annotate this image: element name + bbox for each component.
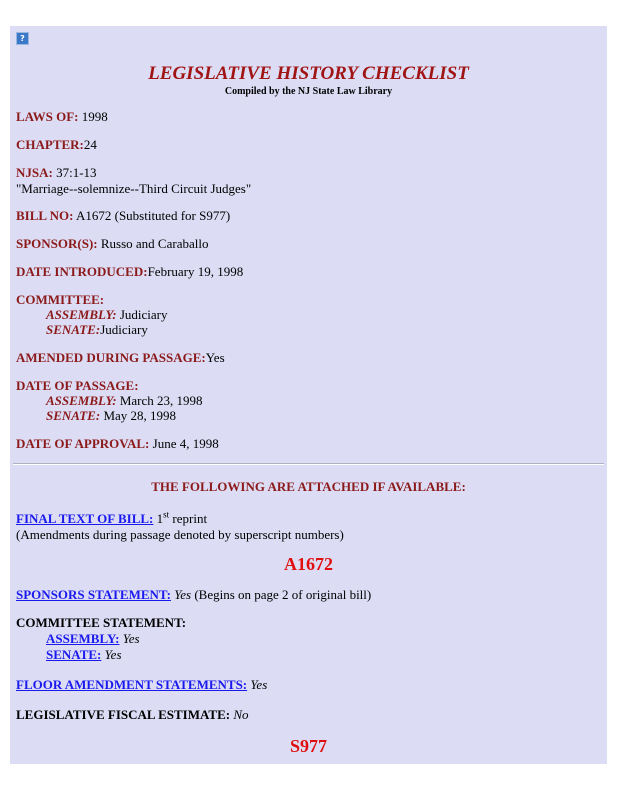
section-divider: [13, 463, 604, 465]
laws-of-row: [16, 109, 108, 125]
fiscal-estimate-row: [16, 707, 249, 723]
amended-label: AMENDED DURING PASSAGE:: [16, 350, 206, 365]
date-of-approval-value: June 4, 1998: [149, 436, 219, 451]
njsa-row: [16, 165, 251, 197]
committee-row: [16, 292, 104, 308]
document-panel: [10, 26, 607, 764]
floor-amendment-row: [16, 677, 267, 693]
final-text-ordinal: st: [163, 509, 170, 520]
committee-assembly-value: Judiciary: [116, 307, 168, 322]
committee-statement-assembly-value: Yes: [122, 631, 140, 646]
sponsors-label: SPONSOR(S):: [16, 236, 98, 251]
bill-a1672-heading: A1672: [284, 554, 333, 574]
passage-assembly-value: March 23, 1998: [116, 393, 203, 408]
date-of-approval-label: DATE OF APPROVAL:: [16, 436, 150, 451]
committee-statement-row: [16, 615, 186, 631]
floor-amendment-value: Yes: [250, 677, 268, 692]
final-text-suffix: reprint: [169, 511, 208, 526]
fiscal-estimate-value: No: [233, 707, 249, 722]
committee-assembly-label: ASSEMBLY:: [46, 307, 117, 322]
date-of-approval-row: [16, 436, 219, 452]
committee-senate-row: [46, 322, 148, 338]
final-text-number: 1: [153, 511, 164, 526]
final-text-row: [16, 511, 344, 543]
committee-statement-senate-row: [46, 647, 122, 663]
final-text-value: [153, 511, 207, 526]
chapter-value: 24: [83, 137, 97, 152]
chapter-row: [16, 137, 97, 153]
date-of-passage-label: DATE OF PASSAGE:: [16, 378, 139, 393]
committee-statement-assembly-row: [46, 631, 140, 647]
njsa-description: "Marriage--solemnize--Third Circuit Judges": [16, 181, 252, 196]
date-of-passage-row: [16, 378, 139, 394]
sponsors-row: [16, 236, 208, 252]
final-text-note: (Amendments during passage denoted by superscript numbers): [16, 527, 344, 542]
bill-no-value: A1672 (Substituted for S977): [73, 208, 231, 223]
final-text-link[interactable]: FINAL TEXT OF BILL:: [16, 511, 154, 526]
sponsors-statement-note: (Begins on page 2 of original bill): [191, 587, 372, 602]
chapter-label: CHAPTER:: [16, 137, 84, 152]
njsa-value: 37:1-13: [52, 165, 97, 180]
page-subtitle: Compiled by the NJ State Law Library: [224, 86, 393, 97]
committee-statement-senate-value: Yes: [104, 647, 122, 662]
fiscal-estimate-label: LEGISLATIVE FISCAL ESTIMATE:: [16, 707, 231, 722]
page-title: LEGISLATIVE HISTORY CHECKLIST: [148, 63, 469, 84]
date-introduced-value: February 19, 1998: [147, 264, 244, 279]
sponsors-statement-row: [16, 587, 371, 603]
committee-senate-label: SENATE:: [46, 322, 101, 337]
bill-no-row: [16, 208, 230, 224]
bill-s977-heading: S977: [289, 736, 327, 756]
committee-assembly-row: [46, 307, 167, 323]
committee-label: COMMITTEE:: [16, 292, 105, 307]
laws-of-value: 1998: [78, 109, 108, 124]
passage-senate-row: [46, 408, 176, 424]
floor-amendment-link[interactable]: FLOOR AMENDMENT STATEMENTS:: [16, 677, 248, 692]
attached-heading: THE FOLLOWING ARE ATTACHED IF AVAILABLE:: [151, 479, 466, 494]
njsa-label: NJSA:: [16, 165, 53, 180]
sponsors-statement-link[interactable]: SPONSORS STATEMENT:: [16, 587, 171, 602]
laws-of-label: LAWS OF:: [16, 109, 79, 124]
passage-senate-value: May 28, 1998: [100, 408, 177, 423]
committee-statement-senate-link[interactable]: SENATE:: [46, 647, 102, 662]
sponsors-value: Russo and Caraballo: [97, 236, 209, 251]
passage-assembly-row: [46, 393, 203, 409]
bill-no-label: BILL NO:: [16, 208, 74, 223]
date-introduced-label: DATE INTRODUCED:: [16, 264, 148, 279]
sponsors-statement-value: Yes: [174, 587, 192, 602]
amended-value: Yes: [205, 350, 225, 365]
committee-statement-label: COMMITTEE STATEMENT:: [16, 615, 187, 630]
committee-statement-assembly-link[interactable]: ASSEMBLY:: [46, 631, 120, 646]
amended-row: [16, 350, 225, 366]
committee-senate-value: Judiciary: [100, 322, 148, 337]
passage-senate-label: SENATE:: [46, 408, 101, 423]
help-icon[interactable]: ?: [16, 32, 29, 45]
date-introduced-row: [16, 264, 243, 280]
passage-assembly-label: ASSEMBLY:: [46, 393, 117, 408]
